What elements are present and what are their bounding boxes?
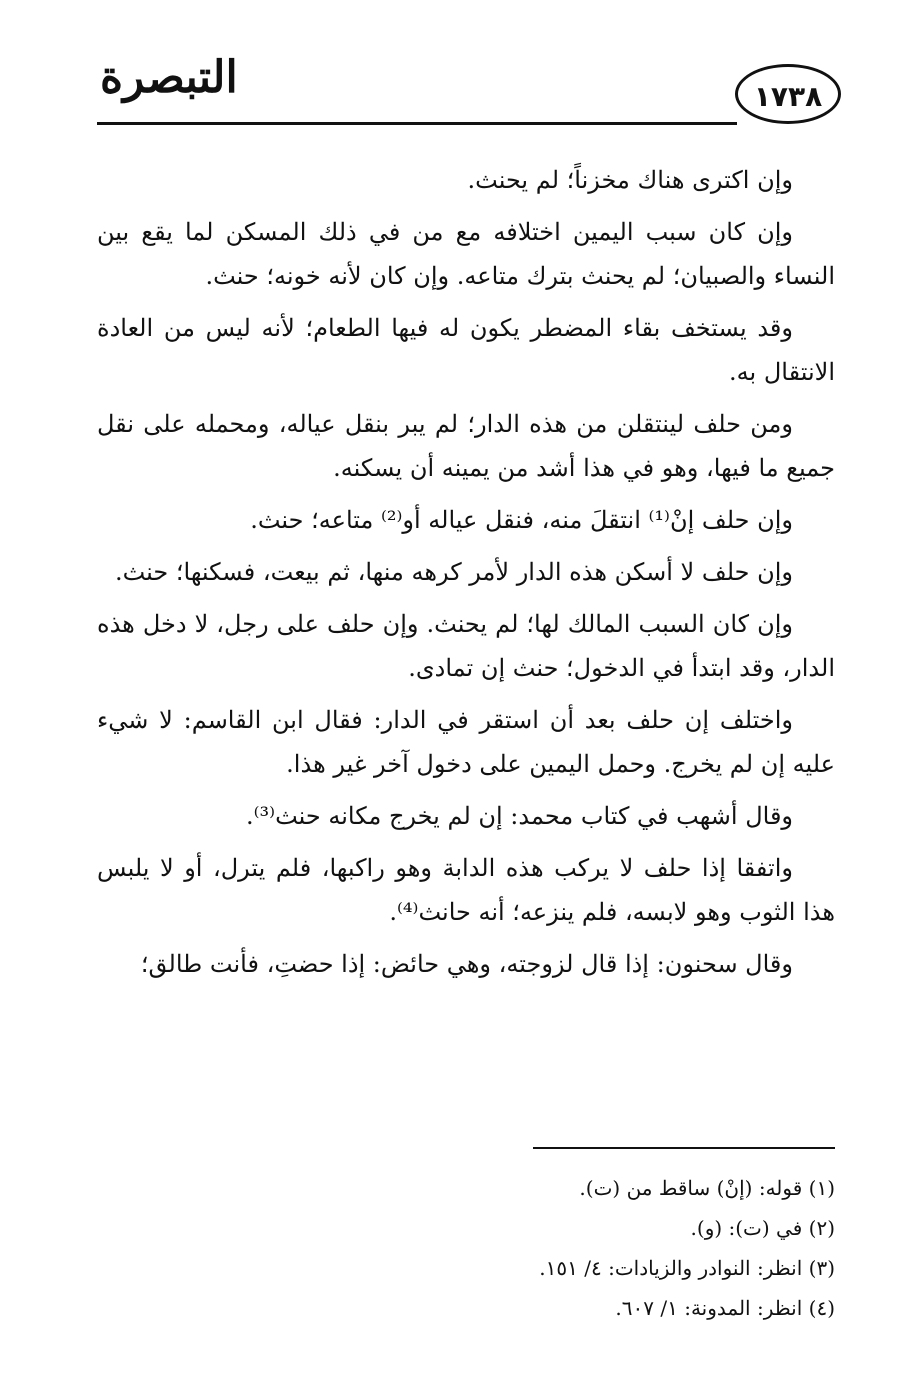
footnote: (٢) في (ت): (و). <box>690 1216 835 1240</box>
footnote-separator <box>533 1147 835 1149</box>
main-text <box>97 158 835 994</box>
book-title: التبصرة <box>100 52 238 103</box>
page-number: ١٧٣٨ <box>753 80 823 113</box>
paragraph: وإن اكترى هناك مخزناً؛ لم يحنث. <box>467 166 793 194</box>
paragraph: واختلف إن حلف بعد أن استقر في الدار: فقال ابن القاسم: لا شيء عليه إن لم يخرج. وحمل اليمين على دخول آخر غير هذا. <box>97 706 835 778</box>
footnote: (٤) انظر: المدونة: ١/ ٦٠٧. <box>615 1296 835 1320</box>
paragraph: وإن حلف إنْ⁽¹⁾ انتقلَ منه، فنقل عياله أو⁽²⁾ متاعه؛ حنث. <box>250 506 793 534</box>
footnote: (١) قوله: (إنْ) ساقط من (ت). <box>579 1176 835 1200</box>
paragraph: وقال سحنون: إذا قال لزوجته، وهي حائض: إذا حضتِ، فأنت طالق؛ <box>140 950 793 978</box>
paragraph: وإن كان سبب اليمين اختلافه مع من في ذلك المسكن لما يقع بين النساء والصبيان؛ لم يحنث بترك متاعه. وإن كان لأنه خونه؛ حنث. <box>97 218 835 290</box>
paragraph: وإن حلف لا أسكن هذه الدار لأمر كرهه منها، ثم بيعت، فسكنها؛ حنث. <box>114 558 793 586</box>
page-header <box>0 0 914 140</box>
footnotes <box>97 1168 835 1328</box>
paragraph: ومن حلف لينتقلن من هذه الدار؛ لم يبر بنقل عياله، ومحمله على نقل جميع ما فيها، وهو في هذا أشد من يمينه أن يسكنه. <box>97 410 835 482</box>
paragraph: وقد يستخف بقاء المضطر يكون له فيها الطعام؛ لأنه ليس من العادة الانتقال به. <box>97 314 835 386</box>
paragraph: وإن كان السبب المالك لها؛ لم يحنث. وإن حلف على رجل، لا دخل هذه الدار، وقد ابتدأ في الدخول؛ حنث إن تمادى. <box>97 610 835 682</box>
paragraph: واتفقا إذا حلف لا يركب هذه الدابة وهو راكبها، فلم يترل، أو لا يلبس هذا الثوب وهو لابسه، فلم ينزعه؛ أنه حانث⁽⁴⁾. <box>97 854 835 926</box>
footnote: (٣) انظر: النوادر والزيادات: ٤/ ١٥١. <box>539 1256 835 1280</box>
header-rule <box>97 122 737 125</box>
paragraph: وقال أشهب في كتاب محمد: إن لم يخرج مكانه حنث⁽³⁾. <box>246 802 793 830</box>
